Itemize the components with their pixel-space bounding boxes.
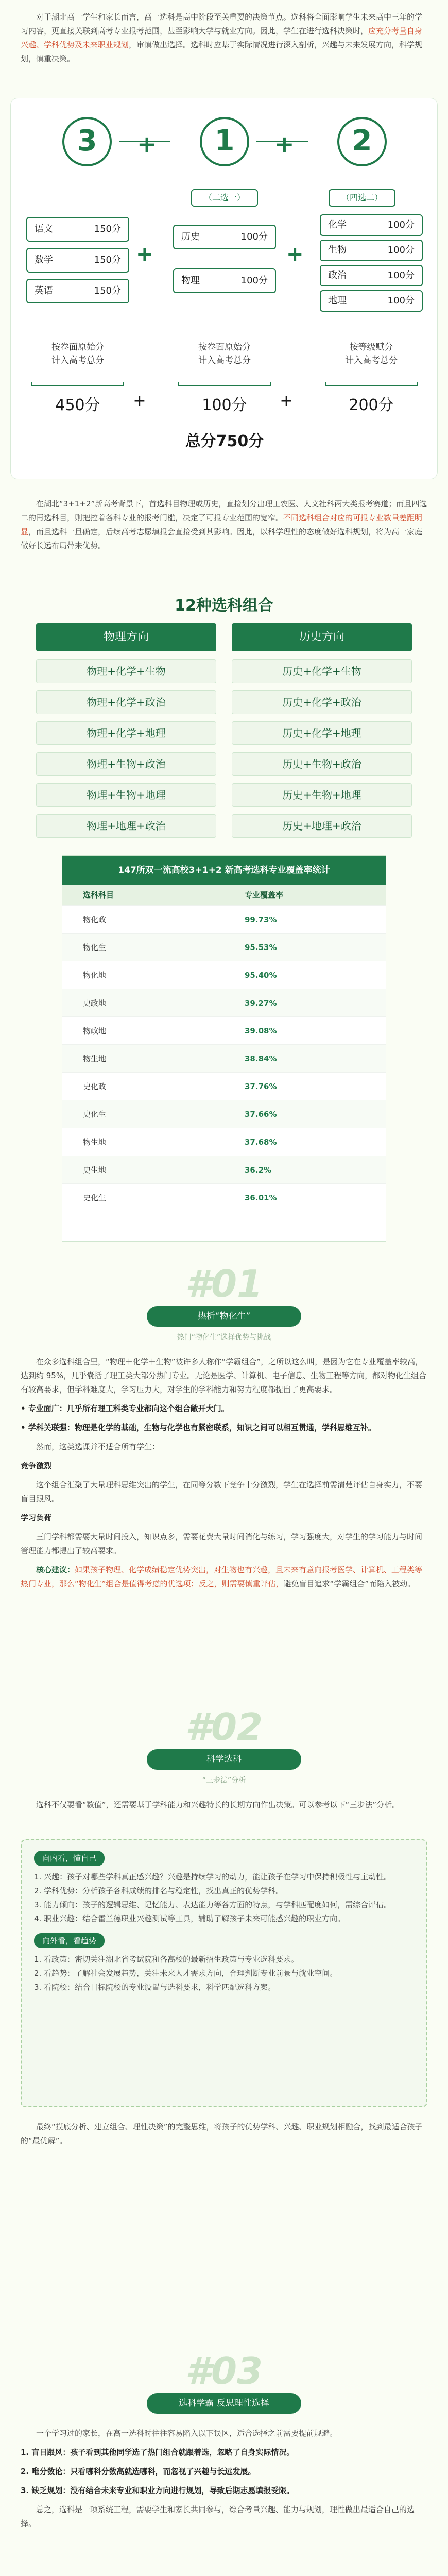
table-row — [62, 933, 386, 961]
col-coverage: 专业覆盖率 — [245, 890, 284, 900]
note-mid: 按卷面原始分 计入高考总分 — [198, 342, 251, 366]
combo-item: 历史+地理+政治 — [232, 814, 412, 838]
combo-item: 历史+生物+地理 — [232, 783, 412, 807]
num-two: 2 — [337, 117, 387, 166]
total-left: 450分 — [55, 396, 100, 414]
section-subtitle: 热门“物化生”选择优势与挑战 — [177, 1333, 271, 1342]
combo-title: 12种选科组合 — [175, 597, 273, 615]
intro-highlight: 应充分考量自身兴趣、学科优势及未来职业规划 — [21, 26, 423, 49]
policy-paragraph: 在湖北“3+1+2”新高考背景下，首选科目物理或历史，直接划分出理工农医、人文社科两大类报考赛道；而且四选二的再选科目，则把控着各科专业的报考门槛，决定了可报专业范围的宽窄。不同选科组合对应的可报专业数量差距明显，而且选科一旦确定，后续高考志愿填报会直接受到其影响。因此，以科学理性的态度做好选科规划，将为高一家庭做好长远布局带来优势。 — [21, 499, 427, 550]
subject-cell: 史生地 — [83, 1165, 107, 1175]
subject-cell: 物生地 — [83, 1138, 107, 1147]
subject-cell: 物生地 — [83, 1054, 107, 1063]
subject-cell: 物化政 — [83, 915, 107, 924]
section2-intro: 选科不仅要看“数值”，还需要基于学科能力和兴趣特长的长期方向作出决策。可以参考以下“三步法”分析。 — [36, 1800, 400, 1809]
subject-cell: 史化生 — [83, 1110, 107, 1119]
table-row — [62, 989, 386, 1016]
coverage-cell: 36.2% — [245, 1165, 272, 1175]
coverage-cell: 39.08% — [245, 1026, 277, 1036]
combo-item: 物理+化学+地理 — [36, 721, 216, 745]
tips-box: 向内看，懂自己 1. 兴趣：孩子对哪些学科真正感兴趣？兴趣是持续学习的动力，能让孩子在学习中保持积极性与主动性。 2. 学科优势：分析孩子各科成绩的排名与稳定性，找出真正的优势学科。 3. 能力倾向：孩子的逻辑思维、记忆能力、表达能力等各方面的特点，与学科匹配度如何，需综合评估。 4. 职业兴趣：结合霍兰德职业兴趣测试等工具，辅助了解孩子未来可能感兴趣的职业方向。 向外看，看趋势 1. 看政策：密切关注湖北省考试院和各高校的最新招生政策与专业选科要求。 2. 看趋势：了解社会发展趋势，关注未来人才需求方向，合理判断专业前景与就业空间。 3. 看院校：结合目标院校的专业设置与选科要求，科学匹配选科方案。 — [21, 1839, 427, 2107]
section-subtitle: “三步法”分析 — [202, 1776, 246, 1785]
subject-box: 历史 100分 — [173, 225, 276, 249]
subject-box: 数学 150分 — [26, 248, 129, 273]
section2-summary: 最终“摸底分析、建立组合、理性决策”的完整思维，将孩子的优势学科、兴趣、职业规划相融合，找到最适合孩子的“最优解”。 — [21, 2122, 423, 2145]
combo-item: 历史+化学+政治 — [232, 690, 412, 714]
combo-item: 历史+生物+政治 — [232, 752, 412, 776]
section-number: #02 — [185, 1705, 263, 1749]
table-row — [62, 1100, 386, 1128]
subject-box: 化学 100分 — [320, 214, 423, 236]
coverage-table-header — [62, 885, 386, 905]
coverage-cell: 36.01% — [245, 1193, 277, 1202]
tag-choose-two: （四选二） — [329, 189, 395, 207]
subject-cell: 物化生 — [83, 943, 107, 952]
combo-item: 物理+生物+地理 — [36, 783, 216, 807]
plus-sign: + — [133, 392, 146, 410]
subject-box: 英语 150分 — [26, 279, 129, 303]
combo-item: 物理+生物+政治 — [36, 752, 216, 776]
combo-item: 物理+化学+政治 — [36, 690, 216, 714]
intro-text-a: 对于湖北高一学生和家长而言，高一选科是高中阶段至关重要的决策节点。选科将全面影响学生未来高中三年的学习内容，更直接关联到高考专业报考范围，甚至影响大学与就业方向。因此，学生在进行选科决策时， — [21, 12, 423, 36]
table-row — [62, 1016, 386, 1044]
subject-box: 语文 150分 — [26, 217, 129, 242]
table-row — [62, 1156, 386, 1183]
exam-structure-banner — [10, 98, 438, 479]
subject-box: 地理 100分 — [320, 290, 423, 312]
policy-highlight: 不同选科组合对应的可报专业数量差距明显 — [21, 513, 423, 536]
coverage-cell: 99.73% — [245, 915, 277, 924]
coverage-cell: 37.76% — [245, 1082, 277, 1091]
grand-total: 总分750分 — [185, 432, 264, 450]
combo-item: 历史+化学+地理 — [232, 721, 412, 745]
num-one: 1 — [200, 117, 249, 166]
total-right: 200分 — [349, 396, 394, 414]
subject-cell: 物政地 — [83, 1026, 107, 1036]
physics-direction-header: 物理方向 — [36, 623, 216, 651]
coverage-table — [62, 855, 386, 1242]
coverage-cell: 38.84% — [245, 1054, 277, 1063]
combo-item: 历史+化学+生物 — [232, 659, 412, 683]
section-number: #03 — [185, 2349, 263, 2393]
plus-sign: + — [286, 243, 304, 266]
subject-box: 生物 100分 — [320, 240, 423, 261]
intro-paragraph — [21, 10, 427, 66]
intro-text-b: ，审慎做出选择。选科时应基于实际情况进行深入剖析，兴趣与未来发展方向，科学规划，慎重决策。 — [21, 40, 423, 63]
plus-sign: + — [280, 392, 293, 410]
total-mid: 100分 — [202, 396, 247, 414]
table-row — [62, 1044, 386, 1072]
subject-cell: 物化地 — [83, 971, 107, 980]
table-row — [62, 1128, 386, 1156]
section-pill: 热析“物化生” — [147, 1306, 301, 1327]
coverage-cell: 39.27% — [245, 998, 277, 1008]
table-row — [62, 1183, 386, 1211]
combo-item: 物理+化学+生物 — [36, 659, 216, 683]
plus-sign: + — [137, 130, 157, 158]
plus-sign: + — [136, 243, 153, 266]
bracket-line — [325, 382, 418, 386]
combo-item: 物理+地理+政治 — [36, 814, 216, 838]
col-subject: 选科科目 — [83, 890, 114, 900]
coverage-cell: 95.40% — [245, 971, 277, 980]
num-three: 3 — [62, 117, 112, 166]
table-row — [62, 961, 386, 989]
note-left: 按卷面原始分 计入高考总分 — [51, 342, 104, 366]
section-number: #01 — [185, 1262, 263, 1306]
subject-box: 物理 100分 — [173, 268, 276, 293]
coverage-table-title: 147所双一流高校3+1+2 新高考选科专业覆盖率统计 — [62, 856, 386, 885]
tips-caption: 向内看，懂自己 — [34, 1851, 105, 1866]
coverage-cell: 95.53% — [245, 943, 277, 952]
section-pill: 选科学霸 反思理性选择 — [147, 2393, 301, 2414]
bracket-line — [31, 382, 124, 386]
subject-cell: 史政地 — [83, 998, 107, 1008]
coverage-table-body — [62, 905, 386, 1211]
tag-choose-one: （二选一） — [191, 189, 258, 207]
bracket-line — [178, 382, 271, 386]
coverage-cell: 37.66% — [245, 1110, 277, 1119]
section-pill: 科学选科 — [147, 1749, 301, 1770]
tips-caption: 向外看，看趋势 — [34, 1933, 105, 1948]
subject-cell: 史化政 — [83, 1082, 107, 1091]
coverage-cell: 37.68% — [245, 1138, 277, 1147]
plus-sign: + — [274, 130, 295, 158]
table-row — [62, 1072, 386, 1100]
table-row — [62, 905, 386, 933]
subject-cell: 史化生 — [83, 1193, 107, 1202]
history-direction-header: 历史方向 — [232, 623, 412, 651]
subject-box: 政治 100分 — [320, 265, 423, 286]
note-right: 按等级赋分 计入高考总分 — [345, 342, 398, 366]
section3-body: 一个学习过的家长，在高一选科时往往容易陷入以下误区，适合选择之前需要提前规避。 1. 盲目跟风：孩子看到其他同学选了热门组合就跟着选，忽略了自身实际情况。 2. 唯分数论：只看哪科分数高就选哪科，而忽视了兴趣与长远发展。 3. 缺乏规划：没有结合未来专业和职业方向进行规划，导致后期志愿填报受限。 总之，选科是一项系统工程，需要学生和家长共同参与，综合考量兴趣、能力与规划，理性做出最适合自己的选择。 — [21, 2429, 415, 2528]
section1-body: 在众多选科组合里，“物理＋化学＋生物”被许多人称作“学霸组合”，之所以这么叫，是因为它在专业覆盖率较高，达到约 95%，几乎囊括了理工类大部分热门专业。无论是医学、计算机、电子信息、生物工程等方向，都对物化生组合有较高要求，但学科难度大，学习压力大，对学生的学科能力和努力程度都提出了更高要求。 • 专业面广：几乎所有理工科类专业都向这个组合敞开大门。 • 学科关联强：物理是化学的基础，生物与化学也有紧密联系，知识之间可以相互贯通，学科思维互补。 然而，这类选课并不适合所有学生： 竞争激烈 这个组合汇聚了大量理科思维突出的学生，在同等分数下竞争十分激烈，学生在选择前需清楚评估自身实力，不要盲目跟风。 学习负荷 三门学科都需要大量时间投入，知识点多，需要花费大量时间消化与练习，学习强度大，对学生的学习能力与时间管理能力都提出了较高要求。 核心建议：如果孩子物理、化学成绩稳定优势突出，对生物也有兴趣，且未来有意向报考医学、计算机、工程类等热门专业，那么“物化生”组合是值得考虑的优选项；反之，则需要慎重评估，避免盲目追求“学霸组合”而陷入被动。 — [21, 1357, 427, 1588]
